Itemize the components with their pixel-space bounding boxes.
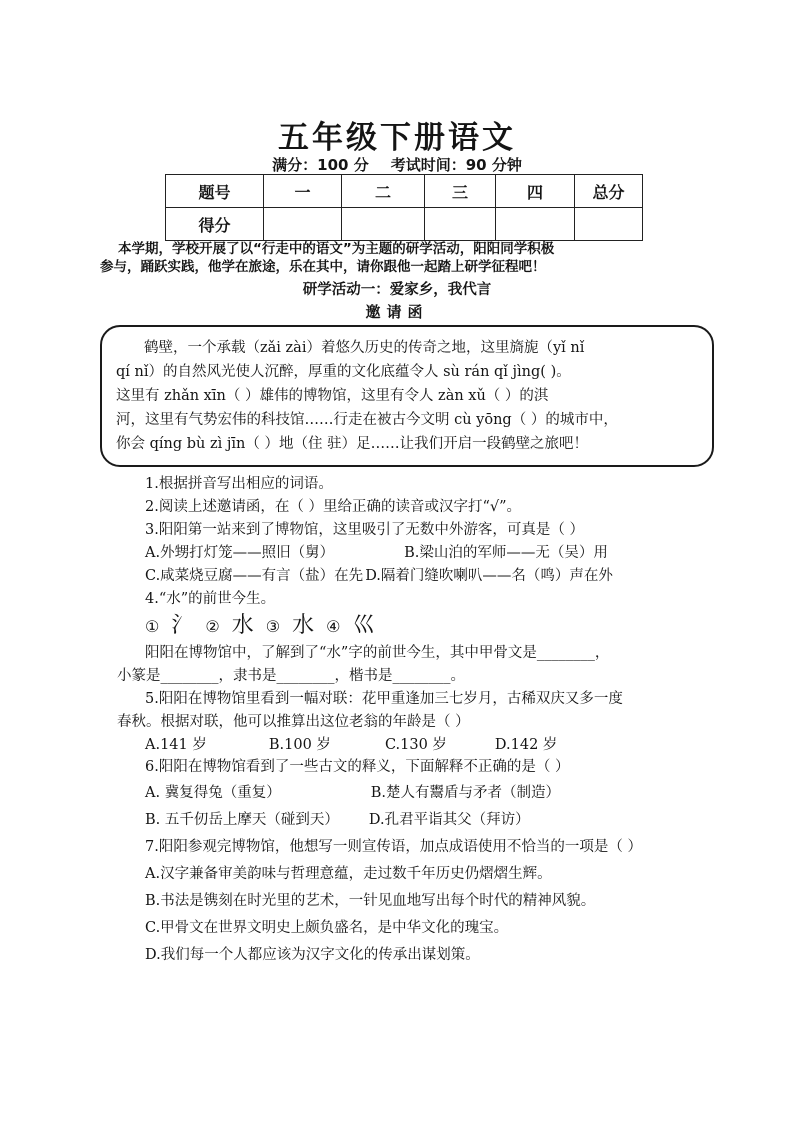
- score-blank[interactable]: [264, 208, 342, 241]
- page-title: 五年级下册语文: [278, 120, 516, 156]
- score-blank[interactable]: [575, 208, 643, 241]
- invitation-line: 这里有 zhǎn xīn（ ）雄伟的博物馆，这里有令人 zàn xǔ（ ）的淇: [116, 388, 549, 404]
- question-6: 6.阳阳在博物馆看到了一些古文的释义，下面解释不正确的是（ ）: [145, 759, 570, 775]
- option-b[interactable]: B.楚人有鬻盾与矛者（制造）: [370, 785, 560, 801]
- score-cell: 四: [496, 175, 575, 208]
- question-3-options-ab: [145, 541, 608, 562]
- score-table-score-row: [166, 208, 643, 241]
- question-6-options-cd: [145, 808, 530, 829]
- option-d[interactable]: D.隔着门缝吹喇叭——名（鸣）声在外: [365, 568, 613, 584]
- question-4: 4.“水”的前世今生。: [145, 591, 276, 607]
- full-marks: 满分：100 分: [272, 156, 369, 174]
- question-3-options-cd: [145, 564, 613, 585]
- option-b[interactable]: B.梁山泊的军师——无（吴）用: [404, 545, 608, 561]
- score-table: [165, 174, 643, 241]
- option-c[interactable]: C.甲骨文在世界文明史上颇负盛名，是中华文化的瑰宝。: [145, 920, 509, 936]
- score-cell: 三: [425, 175, 496, 208]
- question-3: 3.阳阳第一站来到了博物馆，这里吸引了无数中外游客，可真是（ ）: [145, 522, 584, 538]
- option-a[interactable]: A. 冀复得兔（重复）: [145, 785, 281, 801]
- glyph-number: ②: [205, 617, 220, 636]
- score-cell: 题号: [166, 175, 264, 208]
- score-cell: 一: [264, 175, 342, 208]
- option-a[interactable]: A.141 岁: [145, 737, 207, 753]
- question-6-options-ab: [145, 781, 560, 802]
- intro-paragraph: [100, 240, 700, 276]
- score-table-header-row: [166, 175, 643, 208]
- invitation-box: [100, 325, 714, 467]
- score-blank[interactable]: [342, 208, 425, 241]
- option-a[interactable]: A.汉字兼备审美韵味与哲理意蕴，走过数千年历史仍熠熠生辉。: [145, 866, 552, 882]
- option-c[interactable]: C.130 岁: [384, 737, 447, 753]
- exam-info: [0, 154, 794, 175]
- score-cell: 得分: [166, 208, 264, 241]
- question-4-text: 小篆是________，隶书是________，楷书是________。: [117, 668, 465, 684]
- score-cell: 总分: [575, 175, 643, 208]
- option-a[interactable]: A.外甥打灯笼——照旧（舅）: [145, 545, 335, 561]
- score-blank[interactable]: [425, 208, 496, 241]
- invitation-line: 你会 qíng bù zì jīn（ ）地（住 驻）足……让我们开启一段鹤壁之旅吧！: [116, 436, 589, 452]
- water-glyph-evolution: [145, 608, 386, 639]
- option-c[interactable]: B. 五千仞岳上摩天（碰到天）: [145, 812, 339, 828]
- question-2: 2.阅读上述邀请函，在（ ）里给正确的读音或汉字打“√”。: [145, 499, 522, 515]
- question-1: 1.根据拼音写出相应的词语。: [145, 476, 333, 492]
- option-d[interactable]: D.我们每一个人都应该为汉字文化的传承出谋划策。: [145, 947, 480, 963]
- option-c[interactable]: C.咸菜烧豆腐——有言（盐）在先: [145, 568, 364, 584]
- oracle-bone-water-glyph: 氵: [171, 613, 194, 638]
- water-glyph: 水: [292, 613, 315, 638]
- question-5-options: [145, 733, 557, 754]
- water-glyph: 水: [231, 613, 254, 638]
- seal-script-water-glyph: 巛: [352, 613, 375, 638]
- question-4-text: 阳阳在博物馆中，了解到了“水”字的前世今生，其中甲骨文是________，: [145, 645, 610, 661]
- score-blank[interactable]: [496, 208, 575, 241]
- question-5: 春秋。根据对联，他可以推算出这位老翁的年龄是（ ）: [117, 714, 470, 730]
- intro-line: 本学期，学校开展了以“行走中的语文”为主题的研学活动，阳阳同学积极: [118, 241, 555, 257]
- exam-time: 考试时间：90 分钟: [390, 156, 522, 174]
- option-d[interactable]: D.孔君平诣其父（拜访）: [368, 812, 530, 828]
- activity-title: 研学活动一：爱家乡，我代言: [302, 282, 492, 298]
- question-5: 5.阳阳在博物馆里看到一幅对联：花甲重逢加三七岁月，古稀双庆又多一度: [145, 691, 623, 707]
- invitation-line: 河，这里有气势宏伟的科技馆……行走在被古今文明 cù yōng（ ）的城市中，: [116, 412, 618, 428]
- invitation-line: qí nǐ）的自然风光使人沉醉，厚重的文化底蕴令人 sù rán qǐ jìng( )。: [116, 364, 571, 380]
- intro-line: 参与，踊跃实践，他学在旅途，乐在其中，请你跟他一起踏上研学征程吧！: [100, 259, 546, 275]
- invitation-line: 鹤壁，一个承载（zǎi zài）着悠久历史的传奇之地，这里旖旎（yǐ nǐ: [144, 340, 585, 356]
- question-7: 7.阳阳参观完博物馆，他想写一则宣传语，加点成语使用不恰当的一项是（ ）: [145, 839, 642, 855]
- glyph-number: ④: [326, 617, 341, 636]
- glyph-number: ①: [145, 617, 160, 636]
- option-b[interactable]: B.书法是镌刻在时光里的艺术，一针见血地写出每个时代的精神风貌。: [145, 893, 596, 909]
- glyph-number: ③: [265, 617, 281, 636]
- option-b[interactable]: B.100 岁: [268, 737, 331, 753]
- score-cell: 二: [342, 175, 425, 208]
- option-d[interactable]: D.142 岁: [494, 737, 558, 753]
- invitation-title: 邀请函: [365, 303, 429, 321]
